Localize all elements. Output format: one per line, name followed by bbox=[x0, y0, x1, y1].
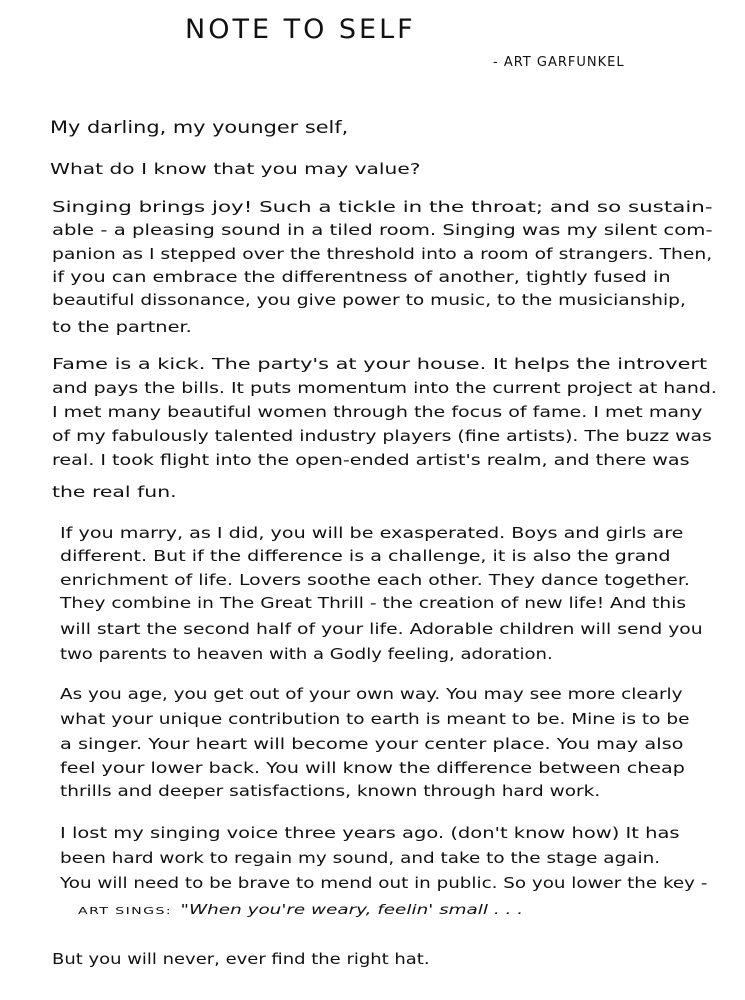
paragraph-line: and pays the bills. It puts momentum into the current project at hand. bbox=[52, 379, 717, 397]
paragraph-line: Singing brings joy! Such a tickle in the throat; and so sustain- bbox=[52, 198, 713, 216]
lyric-label: ART SINGS: bbox=[78, 906, 173, 917]
paragraph-line: been hard work to regain my sound, and take to the stage again. bbox=[60, 849, 661, 867]
letter-author: - ART GARFUNKEL bbox=[493, 55, 625, 70]
paragraph-line: I lost my singing voice three years ago. (don't know how) It has bbox=[60, 824, 680, 842]
paragraph-line: the real fun. bbox=[52, 483, 177, 501]
lyric-text: "When you're weary, feelin' small . . . bbox=[180, 903, 524, 918]
paragraph-line: I met many beautiful women through the focus of fame. I met many bbox=[52, 403, 703, 421]
paragraph-line: if you can embrace the differentness of another, tightly fused in bbox=[52, 268, 671, 286]
paragraph-line: As you age, you get out of your own way. You may see more clearly bbox=[60, 685, 683, 703]
paragraph-line: They combine in The Great Thrill - the creation of new life! And this bbox=[60, 594, 687, 612]
paragraph-line: of my fabulously talented industry players (fine artists). The buzz was bbox=[52, 427, 712, 445]
closing-line: But you will never, ever find the right hat. bbox=[52, 950, 430, 968]
greeting-line: My darling, my younger self, bbox=[50, 118, 349, 138]
paragraph-line: You will need to be brave to mend out in public. So you lower the key - bbox=[60, 874, 708, 892]
paragraph-line: If you marry, as I did, you will be exasperated. Boys and girls are bbox=[60, 524, 684, 542]
paragraph-line: feel your lower back. You will know the difference between cheap bbox=[60, 759, 685, 777]
paragraph-line: beautiful dissonance, you give power to music, to the musicianship, bbox=[52, 291, 686, 309]
question-line: What do I know that you may value? bbox=[50, 160, 421, 178]
paragraph-line: two parents to heaven with a Godly feeling, adoration. bbox=[60, 645, 553, 663]
paragraph-line: to the partner. bbox=[52, 318, 192, 336]
lyric-line bbox=[78, 903, 523, 918]
paragraph-line: will start the second half of your life. Adorable children will send you bbox=[60, 620, 703, 638]
letter-title: NOTE TO SELF bbox=[185, 14, 416, 45]
paragraph-line: different. But if the difference is a challenge, it is also the grand bbox=[60, 547, 671, 565]
paragraph-line: a singer. Your heart will become your center place. You may also bbox=[60, 735, 684, 753]
paragraph-line: able - a pleasing sound in a tiled room. Singing was my silent com- bbox=[52, 221, 713, 239]
paragraph-line: Fame is a kick. The party's at your house. It helps the introvert bbox=[52, 355, 708, 373]
paragraph-line: what your unique contribution to earth is meant to be. Mine is to be bbox=[60, 710, 690, 728]
paragraph-line: real. I took flight into the open-ended artist's realm, and there was bbox=[52, 451, 690, 469]
paragraph-line: enrichment of life. Lovers soothe each other. They dance together. bbox=[60, 571, 690, 589]
paragraph-line: panion as I stepped over the threshold into a room of strangers. Then, bbox=[52, 245, 713, 263]
paragraph-line: thrills and deeper satisfactions, known through hard work. bbox=[60, 782, 601, 800]
